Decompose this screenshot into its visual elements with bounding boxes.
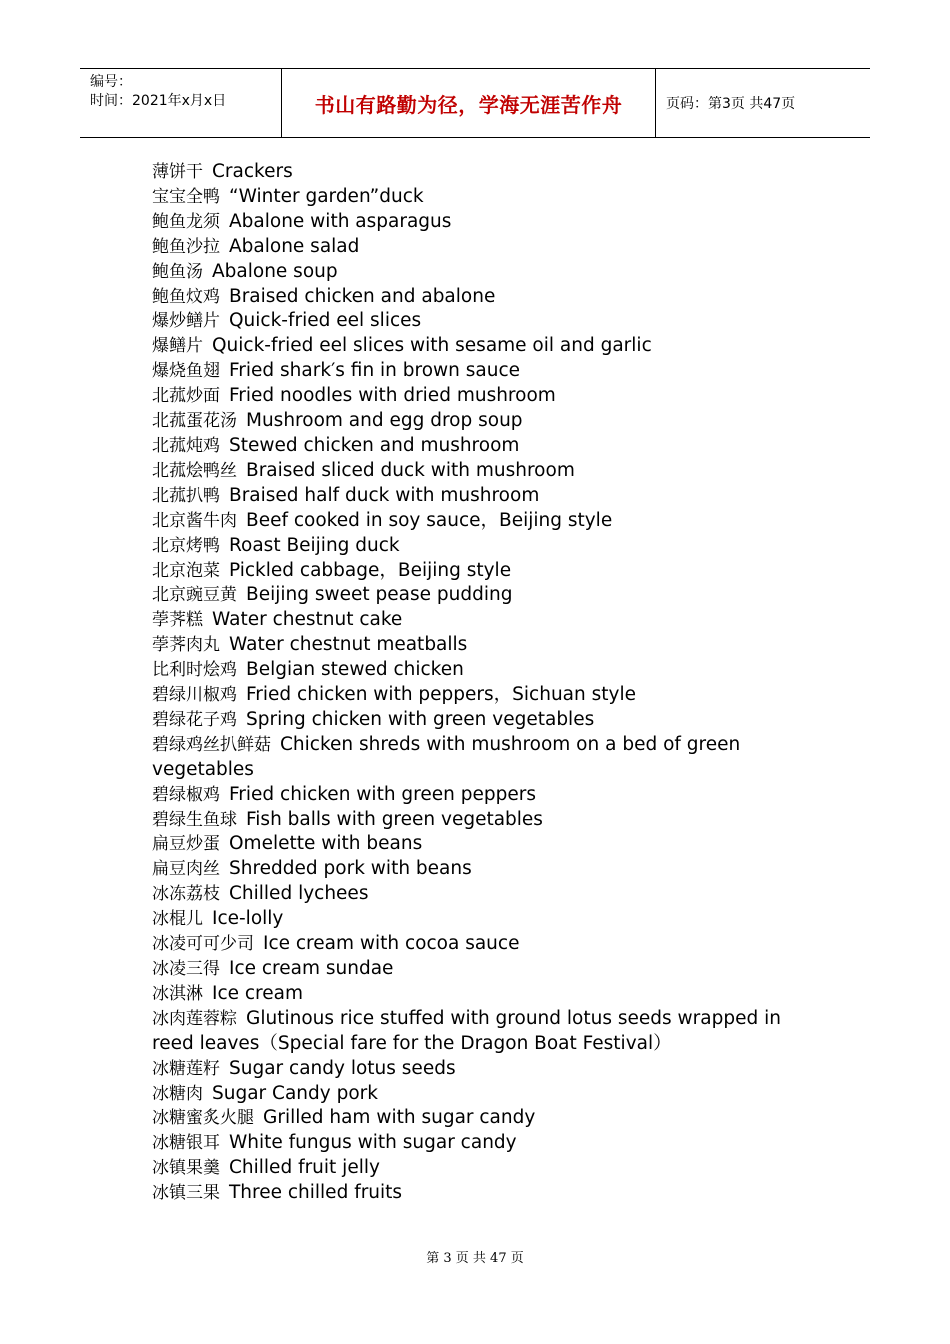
list-item bbox=[152, 509, 812, 534]
dish-name-chinese: 碧绿椒鸡 bbox=[152, 784, 220, 805]
dish-name-chinese: 碧绿鸡丝扒鲜菇 bbox=[152, 734, 271, 755]
dish-name-chinese: 爆鳝片 bbox=[152, 336, 203, 357]
menu-entry-list bbox=[152, 160, 812, 1206]
dish-name-chinese: 宝宝全鸭 bbox=[152, 186, 220, 207]
dish-name-english: Beijing sweet pease pudding bbox=[246, 584, 513, 606]
dish-name-english: Braised sliced duck with mushroom bbox=[246, 459, 575, 481]
dish-name-english: Mushroom and egg drop soup bbox=[246, 410, 523, 432]
dish-name-english: Chicken shreds with mushroom on a bed of green vegetables bbox=[152, 733, 741, 780]
dish-name-english: Quick-fried eel slices with sesame oil and garlic bbox=[212, 335, 652, 357]
dish-name-chinese: 鲍鱼汤 bbox=[152, 261, 203, 282]
dish-name-chinese: 碧绿生鱼球 bbox=[152, 809, 237, 830]
dish-name-english: Fish balls with green vegetables bbox=[246, 808, 543, 830]
dish-name-chinese: 爆烧鱼翅 bbox=[152, 361, 220, 382]
list-item bbox=[152, 260, 812, 285]
list-item bbox=[152, 808, 812, 833]
dish-name-english: Shredded pork with beans bbox=[229, 858, 472, 880]
dish-name-english: Abalone soup bbox=[212, 260, 338, 282]
list-item bbox=[152, 932, 812, 957]
dish-name-english: Fried chicken with green peppers bbox=[229, 783, 536, 805]
list-item bbox=[152, 708, 812, 733]
dish-name-english: Spring chicken with green vegetables bbox=[246, 708, 595, 730]
document-date-label: 时间：2021年x月x日 bbox=[90, 93, 227, 109]
dish-name-english: Fried noodles with dried mushroom bbox=[229, 385, 556, 407]
dish-name-english: Water chestnut meatballs bbox=[229, 634, 468, 656]
list-item bbox=[152, 409, 812, 434]
dish-name-chinese: 鲍鱼炆鸡 bbox=[152, 286, 220, 307]
header-motto-cell bbox=[282, 69, 656, 137]
list-item bbox=[152, 957, 812, 982]
dish-name-chinese: 碧绿川椒鸡 bbox=[152, 685, 237, 706]
list-item bbox=[152, 1106, 812, 1131]
dish-name-chinese: 扁豆肉丝 bbox=[152, 859, 220, 880]
list-item bbox=[152, 583, 812, 608]
dish-name-chinese: 北菰蛋花汤 bbox=[152, 411, 237, 432]
list-item bbox=[152, 434, 812, 459]
list-item bbox=[152, 359, 812, 384]
dish-name-english: Braised chicken and abalone bbox=[229, 285, 496, 307]
dish-name-english: Ice cream bbox=[212, 982, 304, 1004]
dish-name-chinese: 冰凌三得 bbox=[152, 959, 220, 979]
list-item bbox=[152, 210, 812, 235]
dish-name-chinese: 冰凌可可少司 bbox=[152, 934, 254, 955]
dish-name-chinese: 北菰烩鸭丝 bbox=[152, 460, 237, 481]
dish-name-english: Fried chicken with peppers，Sichuan style bbox=[246, 684, 636, 706]
dish-name-chinese: 荸荠肉丸 bbox=[152, 635, 220, 656]
dish-name-chinese: 北京酱牛肉 bbox=[152, 510, 237, 531]
list-item bbox=[152, 309, 812, 334]
list-item bbox=[152, 285, 812, 310]
dish-name-chinese: 冰糖蜜炙火腿 bbox=[152, 1108, 254, 1129]
dish-name-chinese: 冰肉莲蓉粽 bbox=[152, 1008, 237, 1029]
list-item bbox=[152, 235, 812, 260]
list-item bbox=[152, 658, 812, 683]
list-item bbox=[152, 1156, 812, 1181]
dish-name-english: Quick-fried eel slices bbox=[229, 310, 422, 332]
dish-name-english: Abalone with asparagus bbox=[229, 210, 452, 232]
dish-name-english: Braised half duck with mushroom bbox=[229, 484, 540, 506]
dish-name-english: Chilled lychees bbox=[229, 883, 369, 905]
dish-name-english: Ice cream sundae bbox=[229, 958, 394, 979]
list-item bbox=[152, 1181, 812, 1206]
list-item bbox=[152, 334, 812, 359]
list-item bbox=[152, 534, 812, 559]
dish-name-english: Stewed chicken and mushroom bbox=[229, 434, 520, 456]
list-item bbox=[152, 1131, 812, 1156]
page-footer bbox=[0, 1247, 950, 1266]
dish-name-chinese: 爆炒鳝片 bbox=[152, 311, 220, 332]
list-item bbox=[152, 907, 812, 932]
page-header bbox=[80, 68, 870, 138]
list-item bbox=[152, 1082, 812, 1107]
dish-name-english: Grilled ham with sugar candy bbox=[263, 1107, 536, 1129]
dish-name-chinese: 北京泡菜 bbox=[152, 560, 220, 581]
list-item bbox=[152, 733, 812, 783]
list-item bbox=[152, 484, 812, 509]
list-item bbox=[152, 459, 812, 484]
dish-name-chinese: 冰镇果羹 bbox=[152, 1158, 220, 1179]
list-item bbox=[152, 384, 812, 409]
list-item bbox=[152, 1007, 812, 1057]
dish-name-chinese: 比利时烩鸡 bbox=[152, 660, 237, 681]
document-number-label: 编号： bbox=[90, 74, 132, 90]
dish-name-chinese: 冰糖莲籽 bbox=[152, 1058, 220, 1079]
dish-name-chinese: 鲍鱼沙拉 bbox=[152, 236, 220, 257]
dish-name-english: Three chilled fruits bbox=[229, 1182, 403, 1204]
dish-name-chinese: 北京豌豆黄 bbox=[152, 585, 237, 606]
list-item bbox=[152, 608, 812, 633]
dish-name-english: Beef cooked in soy sauce，Beijing style bbox=[246, 509, 613, 531]
dish-name-english: Sugar Candy pork bbox=[212, 1082, 378, 1104]
list-item bbox=[152, 832, 812, 857]
dish-name-english: White fungus with sugar candy bbox=[229, 1132, 517, 1154]
list-item bbox=[152, 857, 812, 882]
dish-name-chinese: 冰糖肉 bbox=[152, 1083, 203, 1104]
dish-name-english: Roast Beijing duck bbox=[229, 534, 400, 556]
list-item bbox=[152, 633, 812, 658]
dish-name-english: Ice cream with cocoa sauce bbox=[263, 933, 520, 955]
dish-name-chinese: 冰淇淋 bbox=[152, 983, 203, 1004]
dish-name-english: Glutinous rice stuffed with ground lotus seeds wrapped in reed leaves（Special fare for the Dragon Boat Festival） bbox=[152, 1007, 781, 1054]
dish-name-chinese: 碧绿花子鸡 bbox=[152, 709, 237, 730]
list-item bbox=[152, 160, 812, 185]
dish-name-english: “Winter garden”duck bbox=[229, 185, 424, 207]
dish-name-chinese: 扁豆炒蛋 bbox=[152, 834, 220, 855]
header-page-number: 页码：第3页 共47页 bbox=[666, 96, 796, 112]
dish-name-chinese: 北菰扒鸭 bbox=[152, 485, 220, 506]
dish-name-chinese: 荸荠糕 bbox=[152, 610, 203, 631]
list-item bbox=[152, 559, 812, 584]
list-item bbox=[152, 683, 812, 708]
dish-name-chinese: 薄饼干 bbox=[152, 162, 203, 182]
list-item bbox=[152, 1057, 812, 1082]
dish-name-chinese: 冰镇三果 bbox=[152, 1183, 220, 1204]
dish-name-english: Fried shark′s fin in brown sauce bbox=[229, 360, 521, 382]
dish-name-english: Chilled fruit jelly bbox=[229, 1157, 380, 1179]
dish-name-english: Pickled cabbage，Beijing style bbox=[229, 559, 512, 581]
header-page-cell bbox=[656, 69, 870, 137]
dish-name-english: Crackers bbox=[212, 161, 293, 182]
dish-name-chinese: 北菰炒面 bbox=[152, 386, 220, 407]
header-meta-cell bbox=[80, 69, 282, 137]
dish-name-english: Belgian stewed chicken bbox=[246, 659, 464, 681]
list-item bbox=[152, 783, 812, 808]
dish-name-english: Ice-lolly bbox=[212, 908, 284, 930]
dish-name-chinese: 鲍鱼龙须 bbox=[152, 211, 220, 232]
dish-name-chinese: 冰糖银耳 bbox=[152, 1133, 220, 1154]
dish-name-english: Sugar candy lotus seeds bbox=[229, 1057, 456, 1079]
dish-name-chinese: 冰棍儿 bbox=[152, 909, 203, 930]
list-item bbox=[152, 982, 812, 1007]
header-motto: 书山有路勤为径，学海无涯苦作舟 bbox=[314, 92, 623, 117]
list-item bbox=[152, 185, 812, 210]
dish-name-chinese: 冰冻荔枝 bbox=[152, 884, 220, 905]
dish-name-english: Water chestnut cake bbox=[212, 609, 403, 631]
dish-name-chinese: 北京烤鸭 bbox=[152, 535, 220, 556]
footer-page-number: 第 3 页 共 47 页 bbox=[426, 1251, 524, 1266]
list-item bbox=[152, 882, 812, 907]
dish-name-chinese: 北菰炖鸡 bbox=[152, 435, 220, 456]
dish-name-english: Omelette with beans bbox=[229, 833, 423, 855]
dish-name-english: Abalone salad bbox=[229, 235, 360, 257]
